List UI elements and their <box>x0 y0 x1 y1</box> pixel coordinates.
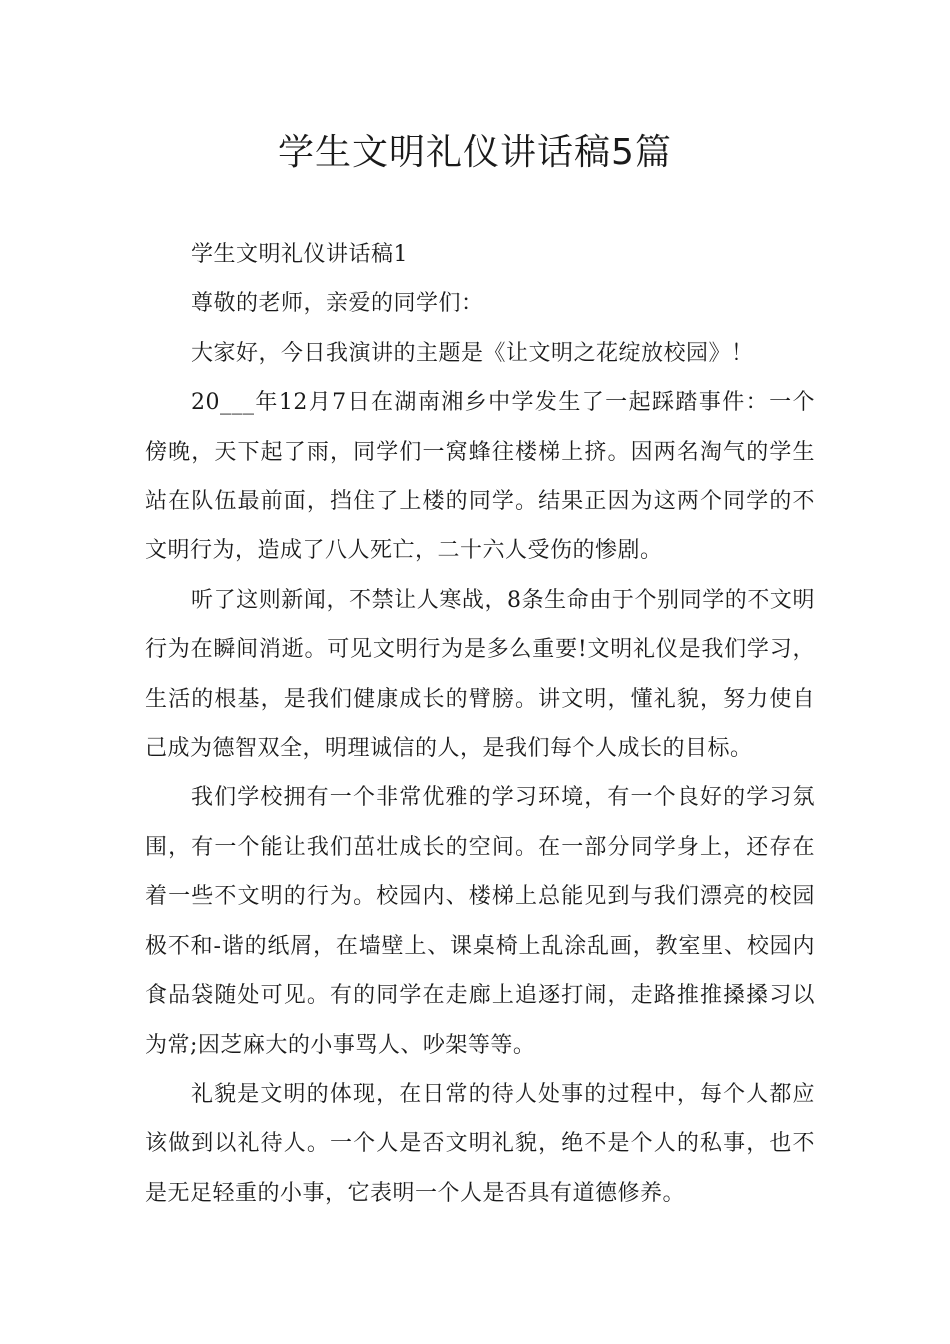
paragraph: 礼貌是文明的体现，在日常的待人处事的过程中，每个人都应该做到以礼待人。一个人是否文明礼貌，绝不是个人的私事，也不是无足轻重的小事，它表明一个人是否具有道德修养。 <box>145 1081 815 1206</box>
paragraph: 听了这则新闻，不禁让人寒战，8条生命由于个别同学的不文明行为在瞬间消逝。可见文明行为是多么重要!文明礼仪是我们学习，生活的根基，是我们健康成长的臂膀。讲文明，懂礼貌，努力使自己成为德智双全，明理诚信的人，是我们每个人成长的目标。 <box>145 587 815 762</box>
paragraph: 大家好，今日我演讲的主题是《让文明之花绽放校园》！ <box>191 340 754 366</box>
section-heading: 学生文明礼仪讲话稿1 <box>191 242 408 267</box>
salutation: 尊敬的老师，亲爱的同学们： <box>191 291 484 317</box>
document-body <box>145 230 815 1218</box>
document-title: 学生文明礼仪讲话稿5篇 <box>278 132 672 173</box>
paragraph: 我们学校拥有一个非常优雅的学习环境，有一个良好的学习氛围，有一个能让我们茁壮成长的空间。在一部分同学身上，还存在着一些不文明的行为。校园内、楼梯上总能见到与我们漂亮的校园极不和-谐的纸屑，在墙壁上、课桌椅上乱涂乱画，教室里、校园内食品袋随处可见。有的同学在走廊上追逐打闹，走路推推搡搡习以为常;因芝麻大的小事骂人、吵架等等。 <box>145 785 815 1058</box>
paragraph: 20___年12月7日在湖南湘乡中学发生了一起踩踏事件：一个傍晚，天下起了雨，同学们一窝蜂往楼梯上挤。因两名淘气的学生站在队伍最前面，挡住了上楼的同学。结果正因为这两个同学的不文明行为，造成了八人死亡，二十六人受伤的惨剧。 <box>145 390 815 564</box>
